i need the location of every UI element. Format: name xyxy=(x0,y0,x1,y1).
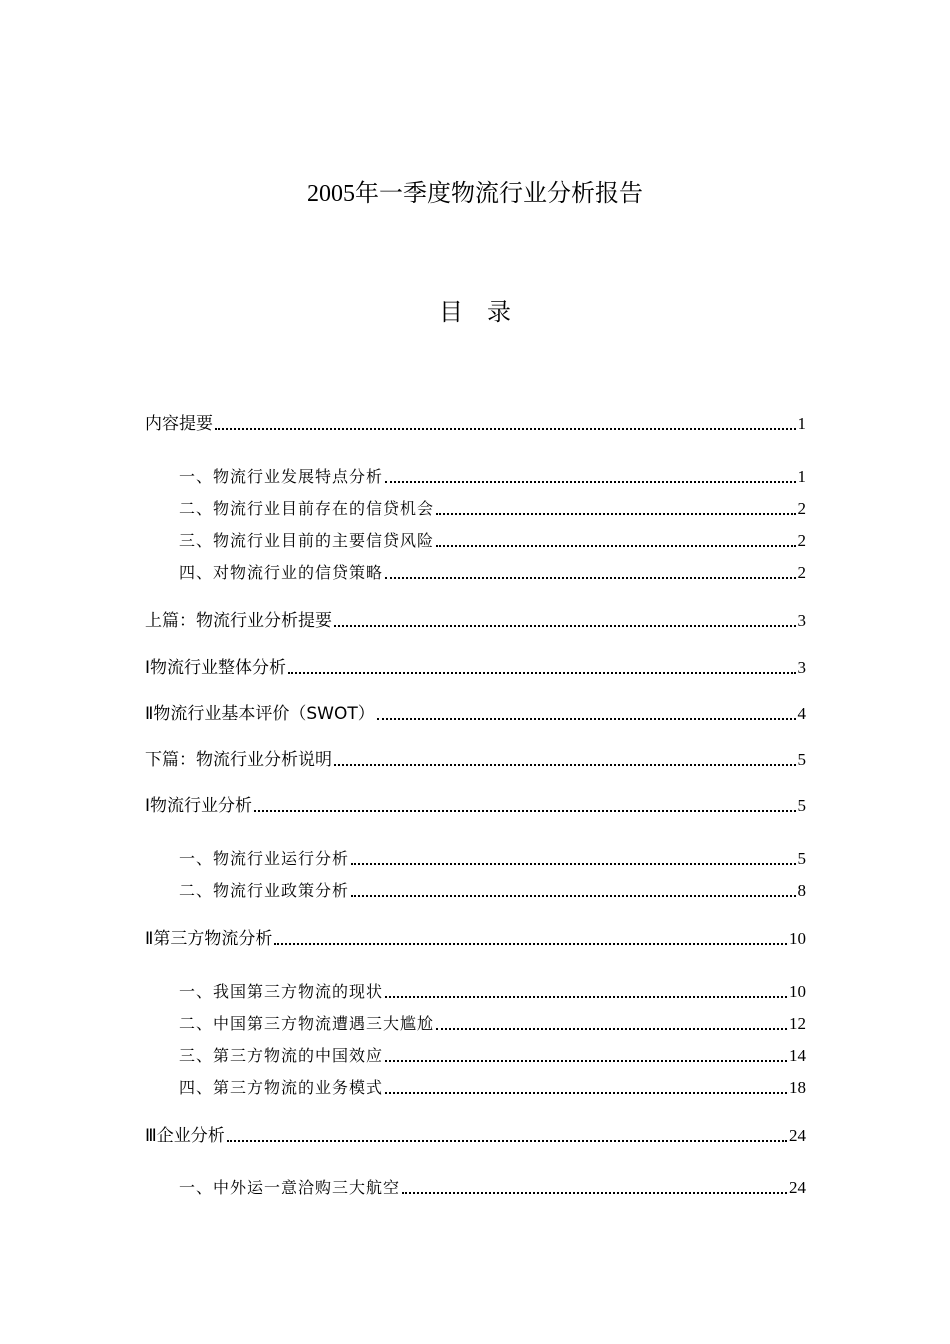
toc-entry-page: 5 xyxy=(797,750,806,769)
toc-entry-label: 内容提要 xyxy=(145,414,213,434)
toc-entry-overall-analysis[interactable] xyxy=(145,654,806,678)
toc-leader-dots xyxy=(402,1192,787,1194)
toc-leader-dots xyxy=(351,863,795,865)
toc-leader-dots xyxy=(385,481,795,483)
toc-entry-page: 1 xyxy=(797,414,806,433)
toc-entry-label: 二、物流行业政策分析 xyxy=(179,881,350,900)
toc-entry-page: 3 xyxy=(797,658,806,677)
toc-leader-dots xyxy=(254,810,795,812)
toc-entry-page: 5 xyxy=(797,849,806,868)
toc-entry-3pl-china-effect[interactable] xyxy=(179,1042,806,1066)
toc-entry-label: 一、物流行业运行分析 xyxy=(179,849,350,868)
toc-leader-dots xyxy=(274,943,787,945)
toc-entry-label: Ⅰ物流行业分析 xyxy=(145,796,253,816)
toc-heading: 目录 xyxy=(439,298,535,326)
toc-entry-page: 2 xyxy=(797,531,806,550)
toc-entry-label: 上篇：物流行业分析提要 xyxy=(145,611,332,631)
toc-entry-page: 4 xyxy=(797,704,806,723)
toc-leader-dots xyxy=(215,428,796,430)
toc-entry-development-features[interactable] xyxy=(179,463,806,487)
toc-leader-dots xyxy=(436,513,795,515)
toc-entry-label: Ⅱ第三方物流分析 xyxy=(145,929,273,949)
toc-entry-page: 10 xyxy=(789,982,806,1001)
document-title: 2005年一季度物流行业分析报告 xyxy=(307,181,643,207)
toc-entry-part-one[interactable] xyxy=(145,607,806,631)
toc-leader-dots xyxy=(385,1092,787,1094)
toc-entry-3pl-business-model[interactable] xyxy=(179,1074,806,1098)
toc-entry-page: 14 xyxy=(789,1046,806,1065)
toc-leader-dots xyxy=(288,672,795,674)
toc-entry-enterprise-analysis[interactable] xyxy=(145,1122,806,1146)
toc-entry-industry-analysis[interactable] xyxy=(145,792,806,816)
toc-entry-label: Ⅱ物流行业基本评价（SWOT） xyxy=(145,704,375,724)
toc-entry-3pl-embarrassments[interactable] xyxy=(179,1010,806,1034)
toc-leader-dots xyxy=(227,1140,787,1142)
toc-leader-dots xyxy=(436,545,795,547)
toc-entry-credit-strategy[interactable] xyxy=(179,559,806,583)
toc-entry-label: 四、第三方物流的业务模式 xyxy=(179,1078,384,1097)
toc-entry-label: 二、物流行业目前存在的信贷机会 xyxy=(179,499,435,518)
toc-entry-label: 二、中国第三方物流遭遇三大尴尬 xyxy=(179,1014,435,1033)
toc-leader-dots xyxy=(377,718,796,720)
toc-leader-dots xyxy=(385,1060,787,1062)
toc-entry-page: 3 xyxy=(797,611,806,630)
toc-entry-policy-analysis[interactable] xyxy=(179,877,806,901)
toc-entry-page: 10 xyxy=(789,929,806,948)
toc-leader-dots xyxy=(334,625,796,627)
toc-entry-part-two[interactable] xyxy=(145,746,806,770)
toc-leader-dots xyxy=(436,1028,787,1030)
toc-entry-3pl-status[interactable] xyxy=(179,978,806,1002)
toc-entry-page: 18 xyxy=(789,1078,806,1097)
toc-entry-label: Ⅲ企业分析 xyxy=(145,1126,225,1146)
toc-entry-operation-analysis[interactable] xyxy=(179,845,806,869)
toc-entry-page: 24 xyxy=(789,1178,806,1197)
toc-entry-page: 12 xyxy=(789,1014,806,1033)
toc-entry-label: 四、对物流行业的信贷策略 xyxy=(179,563,384,582)
toc-entry-label: 下篇：物流行业分析说明 xyxy=(145,750,332,770)
toc-leader-dots xyxy=(385,577,795,579)
toc-entry-credit-risks[interactable] xyxy=(179,527,806,551)
toc-entry-third-party-logistics[interactable] xyxy=(145,925,806,949)
toc-entry-page: 2 xyxy=(797,563,806,582)
toc-entry-sinotrans-airlines[interactable] xyxy=(179,1174,806,1198)
toc-entry-summary[interactable] xyxy=(145,410,806,434)
toc-entry-page: 2 xyxy=(797,499,806,518)
toc-leader-dots xyxy=(351,895,795,897)
toc-entry-page: 1 xyxy=(797,467,806,486)
toc-entry-page: 8 xyxy=(797,881,806,900)
toc-entry-label: 一、物流行业发展特点分析 xyxy=(179,467,384,486)
toc-leader-dots xyxy=(385,996,787,998)
toc-leader-dots xyxy=(334,764,796,766)
toc-entry-label: Ⅰ物流行业整体分析 xyxy=(145,658,287,678)
toc-entry-label: 一、我国第三方物流的现状 xyxy=(179,982,384,1001)
toc-entry-credit-opportunities[interactable] xyxy=(179,495,806,519)
toc-entry-label: 三、物流行业目前的主要信贷风险 xyxy=(179,531,435,550)
toc-entry-page: 24 xyxy=(789,1126,806,1145)
toc-entry-label: 三、第三方物流的中国效应 xyxy=(179,1046,384,1065)
toc-entry-label: 一、中外运一意洽购三大航空 xyxy=(179,1178,401,1197)
toc-entry-swot[interactable] xyxy=(145,700,806,724)
toc-entry-page: 5 xyxy=(797,796,806,815)
